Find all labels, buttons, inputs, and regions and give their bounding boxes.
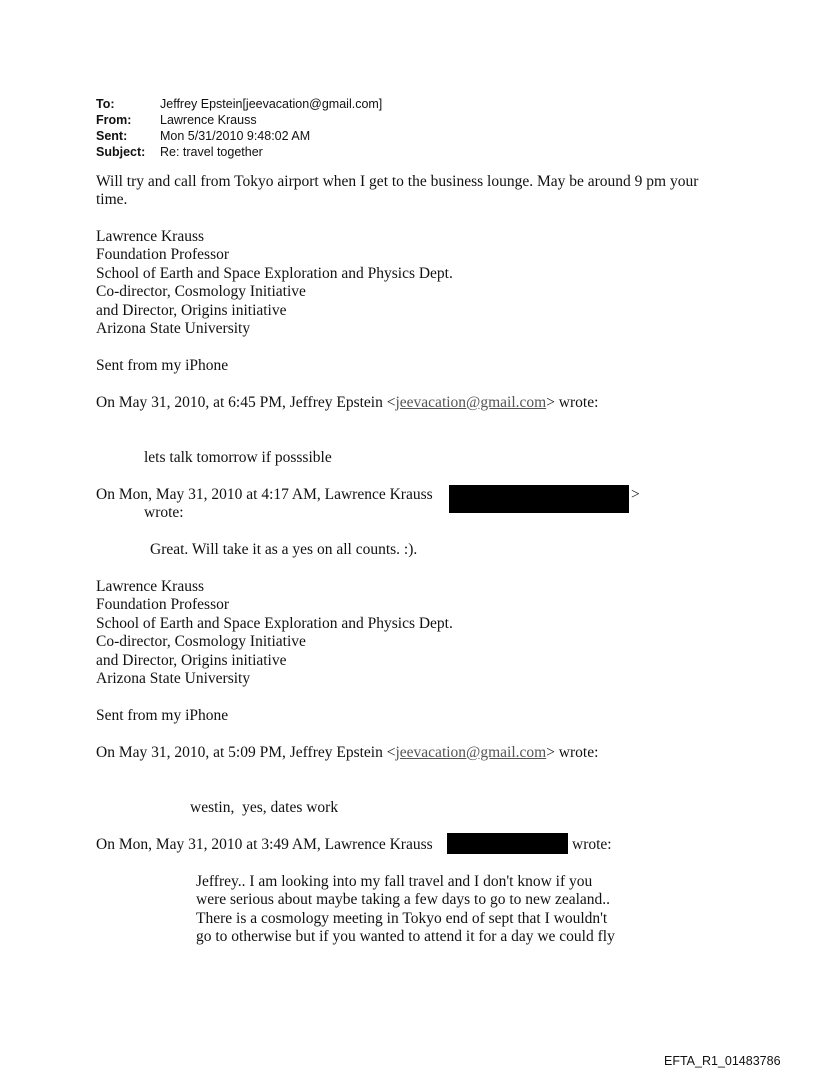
sent-value: Mon 5/31/2010 9:48:02 AM [160, 129, 311, 143]
signature-line: Foundation Professor [96, 246, 230, 263]
from-label: From: [96, 113, 132, 127]
signature-line: Lawrence Krauss [96, 578, 205, 595]
subject-value: Re: travel together [160, 145, 263, 159]
quote-header [96, 744, 598, 762]
signature-line: School of Earth and Space Exploration and Physics Dept. [96, 265, 453, 282]
redaction-box [447, 833, 568, 854]
signature-line: Foundation Professor [96, 596, 230, 613]
subject-row [96, 144, 382, 160]
quoted-reply: lets talk tomorrow if posssible [144, 449, 332, 466]
to-label: To: [96, 97, 115, 111]
quote-header: On Mon, May 31, 2010 at 3:49 AM, Lawrence Krauss [96, 836, 433, 853]
subject-label: Subject: [96, 145, 146, 159]
quoted-text-line: go to otherwise but if you wanted to attend it for a day we could fly [196, 928, 615, 945]
signature-line: Co-director, Cosmology Initiative [96, 633, 306, 650]
to-row [96, 96, 382, 112]
quote-header [96, 394, 598, 412]
sent-label: Sent: [96, 129, 128, 143]
document-id: EFTA_R1_01483786 [664, 1054, 781, 1068]
to-value: Jeffrey Epstein[jeevacation@gmail.com] [160, 97, 383, 111]
quote-prefix: On May 31, 2010, at 5:09 PM, Jeffrey Epstein < [96, 744, 396, 761]
quoted-text-line: There is a cosmology meeting in Tokyo end of sept that I wouldn't [196, 910, 608, 927]
sent-row [96, 128, 382, 144]
message-line-2: time. [96, 191, 128, 208]
signature-line: Co-director, Cosmology Initiative [96, 283, 306, 300]
signature-line: Lawrence Krauss [96, 228, 205, 245]
quote-suffix: > wrote: [546, 394, 599, 411]
quote-prefix: On Mon, May 31, 2010 at 4:17 AM, Lawrence Krauss [96, 486, 433, 503]
quoted-text-line: were serious about maybe taking a few days to go to new zealand.. [196, 891, 611, 908]
quote-header [96, 486, 433, 504]
from-row [96, 112, 382, 128]
sent-from-iphone: Sent from my iPhone [96, 707, 229, 724]
sent-from-iphone: Sent from my iPhone [96, 357, 229, 374]
email-header [96, 96, 382, 160]
quote-suffix: wrote: [572, 836, 612, 853]
email-link[interactable]: jeevacation@gmail.com [395, 744, 547, 761]
quoted-reply: Great. Will take it as a yes on all counts. :). [150, 541, 418, 558]
quoted-text-line: Jeffrey.. I am looking into my fall travel and I don't know if you [196, 873, 593, 890]
quoted-reply: westin, yes, dates work [190, 799, 339, 816]
message-line-1: Will try and call from Tokyo airport when I get to the business lounge. May be around 9 pm your [96, 173, 699, 190]
quote-suffix: > [631, 486, 640, 503]
quote-suffix: > wrote: [546, 744, 599, 761]
signature-line: and Director, Origins initiative [96, 302, 287, 319]
signature-line: Arizona State University [96, 320, 251, 337]
redaction-box [449, 485, 629, 513]
quote-prefix: On May 31, 2010, at 6:45 PM, Jeffrey Epstein < [96, 394, 396, 411]
from-value: Lawrence Krauss [160, 113, 257, 127]
email-link[interactable]: jeevacation@gmail.com [395, 394, 547, 411]
signature-line: School of Earth and Space Exploration and Physics Dept. [96, 615, 453, 632]
quote-suffix: wrote: [144, 504, 184, 521]
signature-line: Arizona State University [96, 670, 251, 687]
signature-line: and Director, Origins initiative [96, 652, 287, 669]
